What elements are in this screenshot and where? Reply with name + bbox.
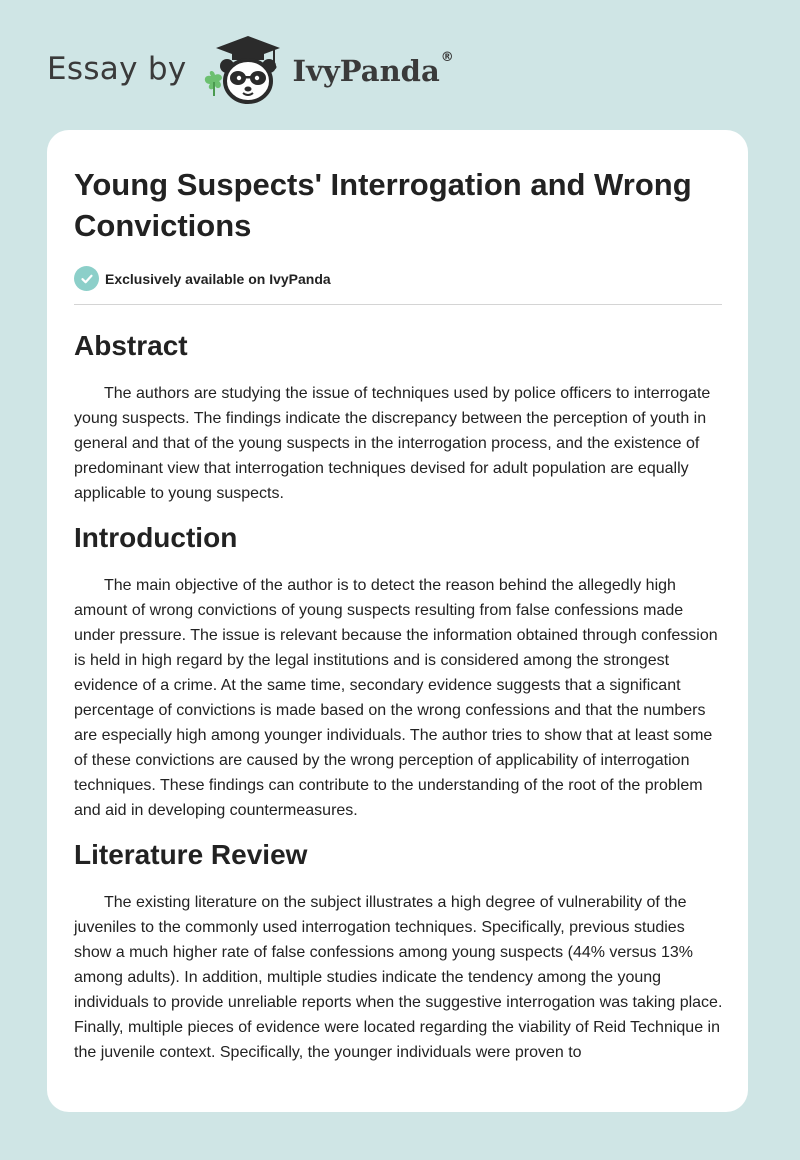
divider (74, 304, 722, 305)
badge-label: Exclusively available on IvyPanda (105, 270, 331, 287)
section-heading: Introduction (74, 522, 238, 553)
essay-card (47, 130, 748, 1112)
section-paragraph: The existing literature on the subject illustrates a high degree of vulnerability of the juveniles to the commonly used interrogation techniques. Specifically, previous studies show a much higher rate of false confessions among young suspects (44% versus 13% among adults). In addition, multiple studies indicate the tendency among the young individuals to provide unreliable reports when the suggestive interrogation was taking place. Finally, multiple pieces of evidence were located regarding the viability of Reid Technique in the juvenile context. Specifically, the younger individuals were proven to (74, 894, 723, 1061)
exclusive-badge (74, 266, 724, 291)
brand-name: IvyPanda® (292, 50, 454, 88)
section-heading: Abstract (74, 330, 188, 361)
section-paragraph: The authors are studying the issue of techniques used by police officers to interrogate young suspects. The findings indicate the discrepancy between the perception of youth in general and that of the young suspects in the interrogation process, and the existence of predominant view that interrogation techniques devised for adult population are equally applicable to young suspects. (74, 385, 711, 502)
brand-prefix: Essay by (47, 51, 187, 87)
page-title: Young Suspects' Interrogation and Wrong Convictions (74, 167, 692, 243)
section-literature-review (74, 838, 724, 1065)
panda-logo-icon (201, 34, 291, 106)
site-logo[interactable] (47, 34, 454, 106)
section-heading: Literature Review (74, 839, 308, 870)
section-paragraph: The main objective of the author is to detect the reason behind the allegedly high amount of wrong convictions of young suspects resulting from false confessions made under pressure. The issue is relevant because the information obtained through confession is held in high regard by the legal institutions and is considered among the strongest evidence of a crime. At the same time, secondary evidence suggests that a significant percentage of convictions is made based on the wrong confessions and that the numbers are especially high among younger individuals. The author tries to show that at least some of these convictions are caused by the wrong perception of applicability of interrogation techniques. These findings can contribute to the understanding of the root of the problem and aid in developing countermeasures. (74, 577, 718, 819)
check-icon (74, 266, 99, 291)
section-introduction (74, 521, 724, 823)
section-abstract (74, 329, 724, 506)
